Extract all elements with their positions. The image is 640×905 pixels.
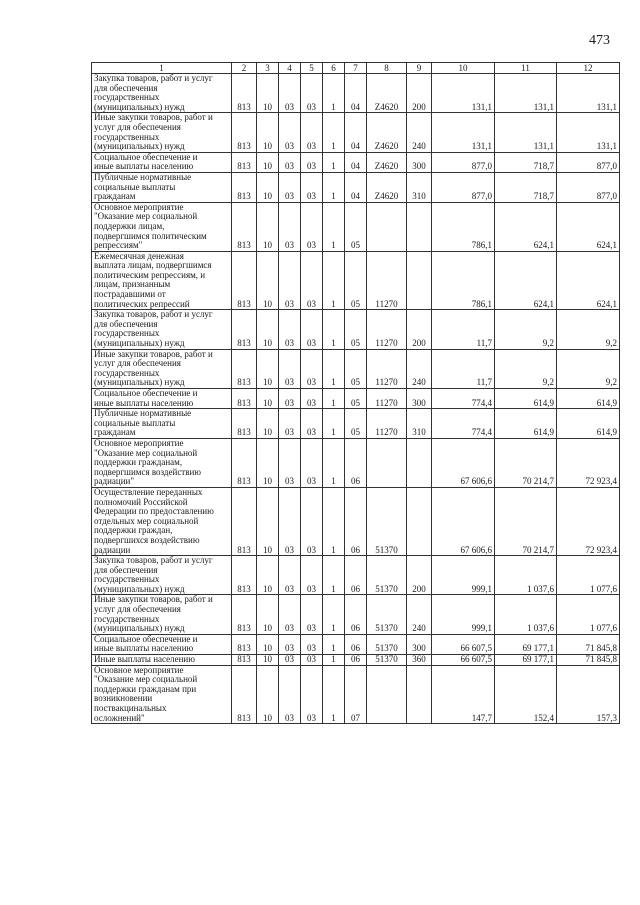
- cell-subprogram: 1: [323, 113, 345, 152]
- cell-event: 06: [345, 655, 367, 666]
- cell-program: 03: [301, 487, 323, 555]
- cell-kvsr: 813: [232, 310, 257, 349]
- cell-section: 10: [257, 152, 279, 172]
- cell-kvsr: 813: [232, 172, 257, 202]
- cell-sum-year3: 1 077,6: [557, 595, 620, 634]
- cell-section: 10: [257, 595, 279, 634]
- cell-subprogram: 1: [323, 389, 345, 409]
- cell-direction: [367, 665, 407, 724]
- table-row: [92, 389, 620, 409]
- cell-sum-year2: 614,9: [495, 389, 557, 409]
- cell-subsection: 03: [279, 349, 301, 388]
- cell-expense-type: [407, 487, 432, 555]
- cell-subprogram: 1: [323, 310, 345, 349]
- cell-kvsr: 813: [232, 202, 257, 251]
- table-row: [92, 556, 620, 595]
- cell-subsection: 03: [279, 152, 301, 172]
- table-row: [92, 202, 620, 251]
- cell-event: 05: [345, 349, 367, 388]
- cell-sum-year2: 131,1: [495, 113, 557, 152]
- cell-section: 10: [257, 74, 279, 113]
- row-name: Основное мероприятие "Оказание мер социальной поддержки гражданам при возникновении поствакцинальных осложнений": [92, 665, 232, 724]
- cell-expense-type: [407, 438, 432, 487]
- cell-event: 06: [345, 487, 367, 555]
- cell-section: 10: [257, 172, 279, 202]
- cell-event: 04: [345, 172, 367, 202]
- column-header: 8: [367, 63, 407, 74]
- cell-subsection: 03: [279, 556, 301, 595]
- cell-sum-year3: 614,9: [557, 389, 620, 409]
- cell-section: 10: [257, 310, 279, 349]
- cell-expense-type: 310: [407, 409, 432, 439]
- row-name: Публичные нормативные социальные выплаты гражданам: [92, 409, 232, 439]
- row-name: Осуществление переданных полномочий Российской Федерации по предоставлению отдельных мер социальной поддержки граждан, подвергшихся воздействию радиации: [92, 487, 232, 555]
- cell-subprogram: 1: [323, 655, 345, 666]
- cell-program: 03: [301, 595, 323, 634]
- cell-direction: 11270: [367, 251, 407, 310]
- cell-expense-type: [407, 665, 432, 724]
- row-name: Публичные нормативные социальные выплаты гражданам: [92, 172, 232, 202]
- cell-subsection: 03: [279, 634, 301, 654]
- cell-subsection: 03: [279, 310, 301, 349]
- cell-subprogram: 1: [323, 595, 345, 634]
- cell-sum-year3: 614,9: [557, 409, 620, 439]
- cell-kvsr: 813: [232, 152, 257, 172]
- cell-event: 04: [345, 113, 367, 152]
- cell-sum-year2: 614,9: [495, 409, 557, 439]
- row-name: Иные закупки товаров, работ и услуг для обеспечения государственных (муниципальных) нужд: [92, 113, 232, 152]
- column-header: 9: [407, 63, 432, 74]
- cell-program: 03: [301, 152, 323, 172]
- row-name: Закупка товаров, работ и услуг для обеспечения государственных (муниципальных) нужд: [92, 74, 232, 113]
- cell-program: 03: [301, 349, 323, 388]
- cell-subprogram: 1: [323, 487, 345, 555]
- cell-sum-year1: 999,1: [432, 595, 495, 634]
- table-body: [92, 74, 620, 724]
- cell-sum-year2: 1 037,6: [495, 556, 557, 595]
- cell-expense-type: 300: [407, 389, 432, 409]
- cell-subprogram: 1: [323, 152, 345, 172]
- row-name: Закупка товаров, работ и услуг для обеспечения государственных (муниципальных) нужд: [92, 310, 232, 349]
- cell-sum-year1: 774,4: [432, 409, 495, 439]
- cell-program: 03: [301, 113, 323, 152]
- cell-subprogram: 1: [323, 665, 345, 724]
- column-header: 6: [323, 63, 345, 74]
- cell-sum-year2: 152,4: [495, 665, 557, 724]
- cell-kvsr: 813: [232, 487, 257, 555]
- column-header: 1: [92, 63, 232, 74]
- cell-expense-type: [407, 202, 432, 251]
- cell-expense-type: 240: [407, 113, 432, 152]
- cell-program: 03: [301, 655, 323, 666]
- cell-expense-type: 200: [407, 74, 432, 113]
- row-name: Ежемесячная денежная выплата лицам, подвергшимся политическим репрессиям, и лицам, признанным пострадавшими от политических репрессий: [92, 251, 232, 310]
- cell-event: 07: [345, 665, 367, 724]
- cell-kvsr: 813: [232, 665, 257, 724]
- cell-sum-year3: 1 077,6: [557, 556, 620, 595]
- cell-program: 03: [301, 389, 323, 409]
- cell-program: 03: [301, 310, 323, 349]
- cell-section: 10: [257, 409, 279, 439]
- cell-section: 10: [257, 634, 279, 654]
- cell-program: 03: [301, 438, 323, 487]
- row-name: Социальное обеспечение и иные выплаты населению: [92, 152, 232, 172]
- row-name: Иные закупки товаров, работ и услуг для обеспечения государственных (муниципальных) нужд: [92, 349, 232, 388]
- cell-sum-year1: 147,7: [432, 665, 495, 724]
- row-name: Закупка товаров, работ и услуг для обеспечения государственных (муниципальных) нужд: [92, 556, 232, 595]
- cell-sum-year1: 786,1: [432, 251, 495, 310]
- cell-sum-year2: 69 177,1: [495, 655, 557, 666]
- cell-section: 10: [257, 438, 279, 487]
- cell-event: 05: [345, 310, 367, 349]
- cell-program: 03: [301, 202, 323, 251]
- table-row: [92, 310, 620, 349]
- cell-subprogram: 1: [323, 634, 345, 654]
- cell-sum-year3: 157,3: [557, 665, 620, 724]
- cell-sum-year2: 9,2: [495, 349, 557, 388]
- cell-expense-type: 360: [407, 655, 432, 666]
- cell-kvsr: 813: [232, 655, 257, 666]
- cell-sum-year3: 71 845,8: [557, 655, 620, 666]
- cell-sum-year2: 69 177,1: [495, 634, 557, 654]
- cell-event: 05: [345, 389, 367, 409]
- cell-subsection: 03: [279, 487, 301, 555]
- cell-kvsr: 813: [232, 595, 257, 634]
- column-header: 4: [279, 63, 301, 74]
- row-name: Социальное обеспечение и иные выплаты населению: [92, 634, 232, 654]
- cell-expense-type: 240: [407, 595, 432, 634]
- cell-kvsr: 813: [232, 349, 257, 388]
- table-row: [92, 349, 620, 388]
- cell-sum-year1: 877,0: [432, 152, 495, 172]
- column-header: 2: [232, 63, 257, 74]
- table-row: [92, 487, 620, 555]
- table-row: [92, 113, 620, 152]
- cell-kvsr: 813: [232, 409, 257, 439]
- cell-direction: [367, 202, 407, 251]
- cell-sum-year2: 9,2: [495, 310, 557, 349]
- table-row: [92, 251, 620, 310]
- cell-section: 10: [257, 655, 279, 666]
- cell-sum-year2: 70 214,7: [495, 438, 557, 487]
- cell-direction: 51370: [367, 634, 407, 654]
- cell-event: 06: [345, 634, 367, 654]
- cell-sum-year3: 131,1: [557, 113, 620, 152]
- cell-program: 03: [301, 409, 323, 439]
- cell-sum-year2: 131,1: [495, 74, 557, 113]
- table-row: [92, 438, 620, 487]
- row-name: Иные выплаты населению: [92, 655, 232, 666]
- cell-program: 03: [301, 172, 323, 202]
- cell-direction: 11270: [367, 389, 407, 409]
- cell-direction: Z4620: [367, 74, 407, 113]
- row-name: Основное мероприятие "Оказание мер социальной поддержки гражданам, подвергшимся воздействию радиации": [92, 438, 232, 487]
- column-header: 7: [345, 63, 367, 74]
- cell-kvsr: 813: [232, 389, 257, 409]
- cell-direction: [367, 438, 407, 487]
- column-header: 3: [257, 63, 279, 74]
- cell-direction: 51370: [367, 655, 407, 666]
- cell-expense-type: 240: [407, 349, 432, 388]
- cell-subsection: 03: [279, 389, 301, 409]
- cell-direction: 51370: [367, 595, 407, 634]
- cell-direction: Z4620: [367, 152, 407, 172]
- cell-subsection: 03: [279, 409, 301, 439]
- cell-direction: 51370: [367, 487, 407, 555]
- row-name: Основное мероприятие "Оказание мер социальной поддержки лицам, подвергшимся политическим репрессиям": [92, 202, 232, 251]
- cell-expense-type: 200: [407, 310, 432, 349]
- cell-sum-year2: 70 214,7: [495, 487, 557, 555]
- cell-subprogram: 1: [323, 409, 345, 439]
- cell-section: 10: [257, 556, 279, 595]
- table-row: [92, 172, 620, 202]
- cell-sum-year2: 718,7: [495, 172, 557, 202]
- cell-expense-type: 310: [407, 172, 432, 202]
- column-header: 12: [557, 63, 620, 74]
- cell-kvsr: 813: [232, 438, 257, 487]
- cell-section: 10: [257, 349, 279, 388]
- cell-subprogram: 1: [323, 202, 345, 251]
- cell-subsection: 03: [279, 655, 301, 666]
- cell-subprogram: 1: [323, 74, 345, 113]
- cell-subsection: 03: [279, 438, 301, 487]
- cell-sum-year3: 877,0: [557, 172, 620, 202]
- cell-event: 05: [345, 409, 367, 439]
- cell-sum-year1: 67 606,6: [432, 487, 495, 555]
- budget-table: [91, 62, 620, 724]
- cell-sum-year2: 624,1: [495, 202, 557, 251]
- cell-sum-year3: 9,2: [557, 349, 620, 388]
- cell-sum-year2: 718,7: [495, 152, 557, 172]
- cell-program: 03: [301, 251, 323, 310]
- cell-subsection: 03: [279, 202, 301, 251]
- cell-section: 10: [257, 665, 279, 724]
- cell-sum-year1: 131,1: [432, 74, 495, 113]
- cell-sum-year3: 72 923,4: [557, 487, 620, 555]
- cell-sum-year1: 999,1: [432, 556, 495, 595]
- cell-kvsr: 813: [232, 634, 257, 654]
- table-row: [92, 74, 620, 113]
- cell-subsection: 03: [279, 172, 301, 202]
- cell-direction: 11270: [367, 310, 407, 349]
- page-number: 473: [589, 33, 610, 48]
- cell-subprogram: 1: [323, 172, 345, 202]
- cell-direction: 51370: [367, 556, 407, 595]
- cell-section: 10: [257, 202, 279, 251]
- cell-kvsr: 813: [232, 113, 257, 152]
- cell-subsection: 03: [279, 113, 301, 152]
- table-row: [92, 409, 620, 439]
- cell-event: 05: [345, 202, 367, 251]
- cell-sum-year3: 9,2: [557, 310, 620, 349]
- cell-expense-type: [407, 251, 432, 310]
- cell-program: 03: [301, 74, 323, 113]
- column-header: 5: [301, 63, 323, 74]
- cell-kvsr: 813: [232, 251, 257, 310]
- cell-sum-year1: 877,0: [432, 172, 495, 202]
- row-name: Социальное обеспечение и иные выплаты населению: [92, 389, 232, 409]
- cell-section: 10: [257, 389, 279, 409]
- cell-subprogram: 1: [323, 349, 345, 388]
- cell-event: 06: [345, 556, 367, 595]
- cell-section: 10: [257, 113, 279, 152]
- cell-subsection: 03: [279, 595, 301, 634]
- header-row: [92, 63, 620, 74]
- cell-sum-year3: 71 845,8: [557, 634, 620, 654]
- cell-event: 05: [345, 251, 367, 310]
- column-header: 10: [432, 63, 495, 74]
- cell-sum-year1: 774,4: [432, 389, 495, 409]
- row-name: Иные закупки товаров, работ и услуг для обеспечения государственных (муниципальных) нужд: [92, 595, 232, 634]
- cell-section: 10: [257, 487, 279, 555]
- table-row: [92, 665, 620, 724]
- cell-subsection: 03: [279, 74, 301, 113]
- cell-subprogram: 1: [323, 251, 345, 310]
- table-row: [92, 152, 620, 172]
- cell-expense-type: 300: [407, 152, 432, 172]
- cell-event: 06: [345, 438, 367, 487]
- cell-direction: Z4620: [367, 113, 407, 152]
- cell-subsection: 03: [279, 665, 301, 724]
- cell-sum-year1: 66 607,5: [432, 634, 495, 654]
- table-row: [92, 634, 620, 654]
- cell-direction: Z4620: [367, 172, 407, 202]
- cell-event: 04: [345, 74, 367, 113]
- cell-sum-year3: 72 923,4: [557, 438, 620, 487]
- table-row: [92, 655, 620, 666]
- column-header: 11: [495, 63, 557, 74]
- cell-sum-year1: 66 607,5: [432, 655, 495, 666]
- cell-sum-year3: 624,1: [557, 251, 620, 310]
- cell-program: 03: [301, 634, 323, 654]
- cell-direction: 11270: [367, 349, 407, 388]
- cell-sum-year1: 11,7: [432, 349, 495, 388]
- cell-subsection: 03: [279, 251, 301, 310]
- cell-sum-year1: 131,1: [432, 113, 495, 152]
- cell-sum-year3: 131,1: [557, 74, 620, 113]
- table-row: [92, 595, 620, 634]
- cell-direction: 11270: [367, 409, 407, 439]
- cell-subprogram: 1: [323, 556, 345, 595]
- cell-section: 10: [257, 251, 279, 310]
- cell-kvsr: 813: [232, 74, 257, 113]
- cell-expense-type: 300: [407, 634, 432, 654]
- cell-kvsr: 813: [232, 556, 257, 595]
- cell-sum-year2: 624,1: [495, 251, 557, 310]
- cell-sum-year1: 67 606,6: [432, 438, 495, 487]
- cell-sum-year2: 1 037,6: [495, 595, 557, 634]
- cell-sum-year3: 624,1: [557, 202, 620, 251]
- cell-program: 03: [301, 665, 323, 724]
- cell-event: 04: [345, 152, 367, 172]
- cell-subprogram: 1: [323, 438, 345, 487]
- cell-sum-year1: 11,7: [432, 310, 495, 349]
- cell-program: 03: [301, 556, 323, 595]
- cell-sum-year1: 786,1: [432, 202, 495, 251]
- cell-event: 06: [345, 595, 367, 634]
- cell-expense-type: 200: [407, 556, 432, 595]
- cell-sum-year3: 877,0: [557, 152, 620, 172]
